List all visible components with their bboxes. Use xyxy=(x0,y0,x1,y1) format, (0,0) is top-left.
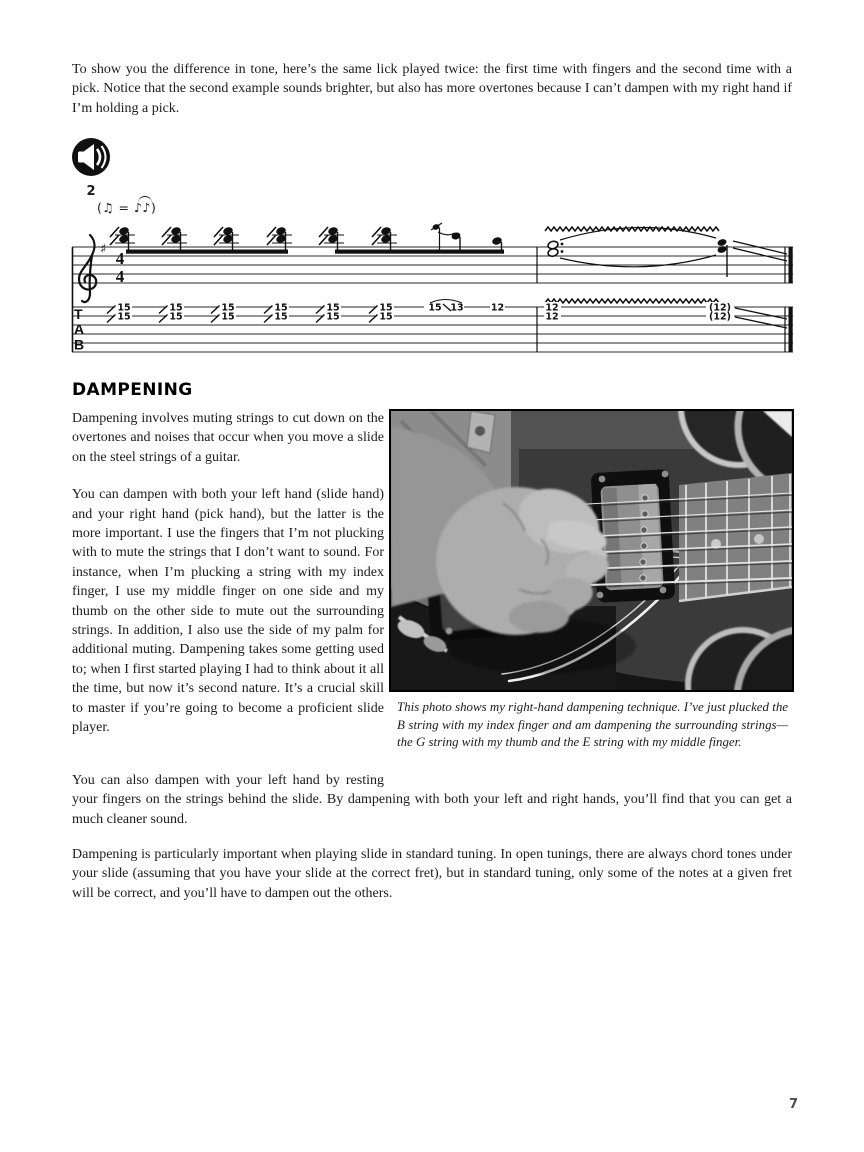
intro-paragraph: To show you the difference in tone, here’s the same lick played twice: the first time with fingers and the second time with a pick. Notice that the second example sounds brighter, but also has more overtones because I can’t dampen with my right hand if I’m holding a pick. xyxy=(72,62,792,116)
tied-double-stop xyxy=(547,227,787,277)
final-barline-thick-tab xyxy=(789,307,793,352)
tab-measure-1 xyxy=(107,302,394,323)
quarter-note xyxy=(492,237,502,250)
dampening-para-3-text: You can also dampen with your left hand by resting your fingers on the strings behind the slide. By dampening with both your left and right hands, you’ll find that you can get a much cleaner sound. xyxy=(72,773,792,827)
tab-number: 15 xyxy=(169,302,183,314)
tab-vibrato-wavy-line xyxy=(545,299,719,303)
triplet-arc xyxy=(138,196,152,203)
tab-number: 15 xyxy=(117,311,131,323)
photo-caption: This photo shows my right-hand dampening technique. I’ve just plucked the B string with my index finger and am dampening the surrounding strings—the G string with my thumb and the E string with my middle finger. xyxy=(397,700,788,750)
dampening-para-4: Dampening is particularly important when playing slide in standard tuning. In open tunings, there are always chord tones under your slide (assuming that you have your slide at the correct fret), but in standard tuning, only some of the notes at a given fret will be correct, and you’ll have to dampen out the others. xyxy=(72,847,792,901)
audio-track-marker xyxy=(68,136,114,199)
beam-2 xyxy=(335,250,504,254)
double-stop-notes xyxy=(110,227,397,252)
swing-marking xyxy=(97,199,156,221)
music-notation xyxy=(66,221,796,363)
right-hand-dampening-photo xyxy=(389,409,794,692)
tab-number: 15 xyxy=(221,311,235,323)
key-signature-sharp: ♯ xyxy=(100,242,107,257)
final-barline-thick xyxy=(789,247,793,283)
metal-clamp xyxy=(467,411,495,453)
tab-number: (12) xyxy=(709,311,731,323)
tab-number: 15 xyxy=(221,302,235,314)
tab-letter-t: T xyxy=(74,306,83,322)
tab-number: 12 xyxy=(545,302,559,314)
tab-number: 15 xyxy=(326,302,340,314)
tab-number: 15 xyxy=(274,311,288,323)
tab-letter-b: B xyxy=(74,336,85,353)
photo-artwork xyxy=(391,411,792,690)
section-heading: DAMPENING xyxy=(72,380,193,400)
treble-clef-icon xyxy=(79,235,96,302)
tab-number: 15 xyxy=(428,302,442,314)
time-signature-top: 4 xyxy=(115,249,125,268)
page-number: 7 xyxy=(788,1097,798,1112)
tab-number: 15 xyxy=(117,302,131,314)
tab-number: 15 xyxy=(326,311,340,323)
tab-number: (12) xyxy=(709,302,731,314)
tab-number: 15 xyxy=(169,311,183,323)
grace-slide-figure xyxy=(431,223,461,250)
dampening-para-1: Dampening involves muting strings to cut down on the overtones and noises that occur when you move a slide on the steel strings of a guitar. xyxy=(72,411,384,465)
dampening-para-2: You can dampen with both your left hand (slide hand) and your right hand (pick hand), but the latter is the more important. I use the fingers that I’m not plucking with to mute the strings that I don’t want to sound. For instance, when I’m plucking a string with my index finger, I use my middle finger on one side and my thumb on the other side to mute out the surrounding strings. In addition, I also use the side of my palm for additional muting. Dampening takes some getting used to; when I first started playing I had to think about it all the time, but now it’s second nature. It’s a crucial skill to master if you’re going to become a proficient slide player. xyxy=(72,487,384,736)
tab-number: 15 xyxy=(379,302,393,314)
tab-measure-2 xyxy=(544,302,787,328)
tab-letter-a: A xyxy=(74,321,85,337)
speaker-icon xyxy=(69,136,113,178)
dampening-para-3 xyxy=(72,771,792,829)
dampening-text-column xyxy=(72,409,384,738)
tab-number: 12 xyxy=(490,302,505,314)
tab-number: 15 xyxy=(379,311,393,323)
tab-number: 15 xyxy=(274,302,288,314)
track-number: 2 xyxy=(86,184,96,199)
text-wrap-spacer xyxy=(384,771,792,790)
time-signature-bottom: 4 xyxy=(115,267,125,286)
swing-text: (♫ = ♪♪) xyxy=(97,200,157,215)
tab-number: 13 xyxy=(450,302,464,314)
beam-1 xyxy=(126,250,288,254)
tab-number: 12 xyxy=(545,311,559,323)
